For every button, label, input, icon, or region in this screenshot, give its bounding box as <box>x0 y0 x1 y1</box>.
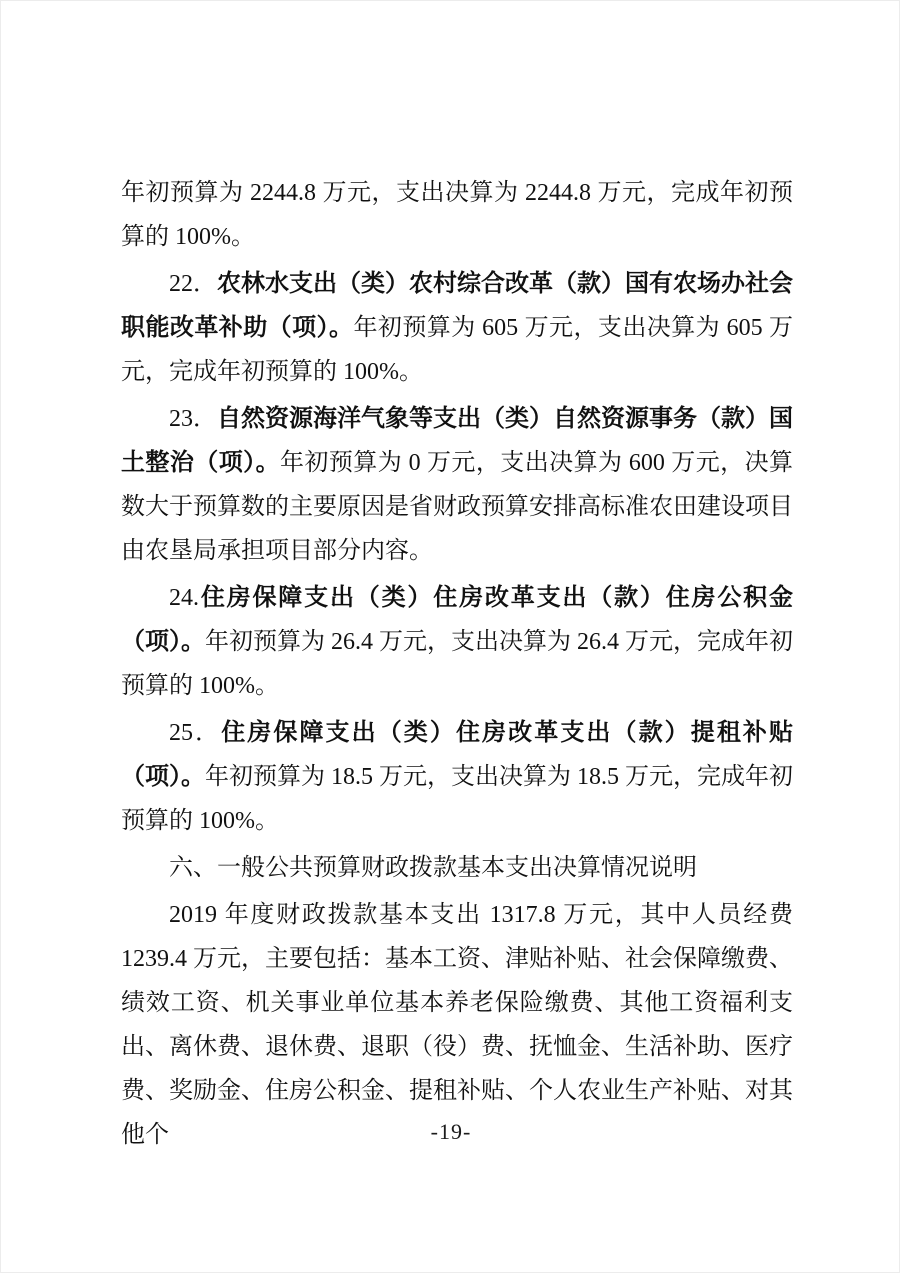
paragraph <box>121 711 793 843</box>
text-segment: 年初预算为 0 万元，支出决算为 600 万元，决算数大于预算数的主要原因是省财政预算安排高标准农田建设项目由农垦局承担项目部分内容。 <box>121 450 793 564</box>
budget-item-title-segment: 住房保障支出（类）住房改革支出（款）提租补贴（项）。 <box>121 720 794 790</box>
text-segment: 六、一般公共预算财政拨款基本支出决算情况说明 <box>169 855 697 881</box>
budget-item-title-segment: 自然资源海洋气象等支出（类）自然资源事务（款）国土整治（项）。 <box>121 406 793 476</box>
page-number: -19- <box>430 1119 472 1144</box>
document-body <box>121 171 793 1160</box>
section-heading <box>121 846 793 890</box>
budget-item-title-segment: 农林水支出（类）农村综合改革（款）国有农场办社会职能改革补助（项）。 <box>121 271 793 341</box>
paragraph <box>121 262 793 394</box>
paragraph <box>121 171 793 259</box>
text-segment: 24. <box>169 585 199 611</box>
text-segment: 23． <box>169 406 217 432</box>
text-segment: 25． <box>169 720 222 746</box>
text-segment: 年初预算为 26.4 万元，支出决算为 26.4 万元，完成年初预算的 100%。 <box>121 629 793 699</box>
text-segment: 年初预算为 18.5 万元，支出决算为 18.5 万元，完成年初预算的 100%。 <box>121 764 793 834</box>
text-segment: 年初预算为 2244.8 万元，支出决算为 2244.8 万元，完成年初预算的 100%。 <box>121 180 793 250</box>
paragraph <box>121 893 793 1157</box>
text-segment: 2019 年度财政拨款基本支出 1317.8 万元，其中人员经费 1239.4 万元，主要包括：基本工资、津贴补贴、社会保障缴费、绩效工资、机关事业单位基本养老保险缴费、其他工资福利支出、离休费、退休费、退职（役）费、抚恤金、生活补助、医疗费、奖励金、住房公积金、提租补贴、个人农业生产补贴、对其他个 <box>121 902 793 1148</box>
paragraph <box>121 397 793 573</box>
text-segment: 年初预算为 605 万元，支出决算为 605 万元，完成年初预算的 100%。 <box>121 315 794 385</box>
paragraph <box>121 576 793 708</box>
budget-item-title-segment: 住房保障支出（类）住房改革支出（款）住房公积金（项）。 <box>121 585 793 655</box>
text-segment: 22． <box>169 271 217 297</box>
